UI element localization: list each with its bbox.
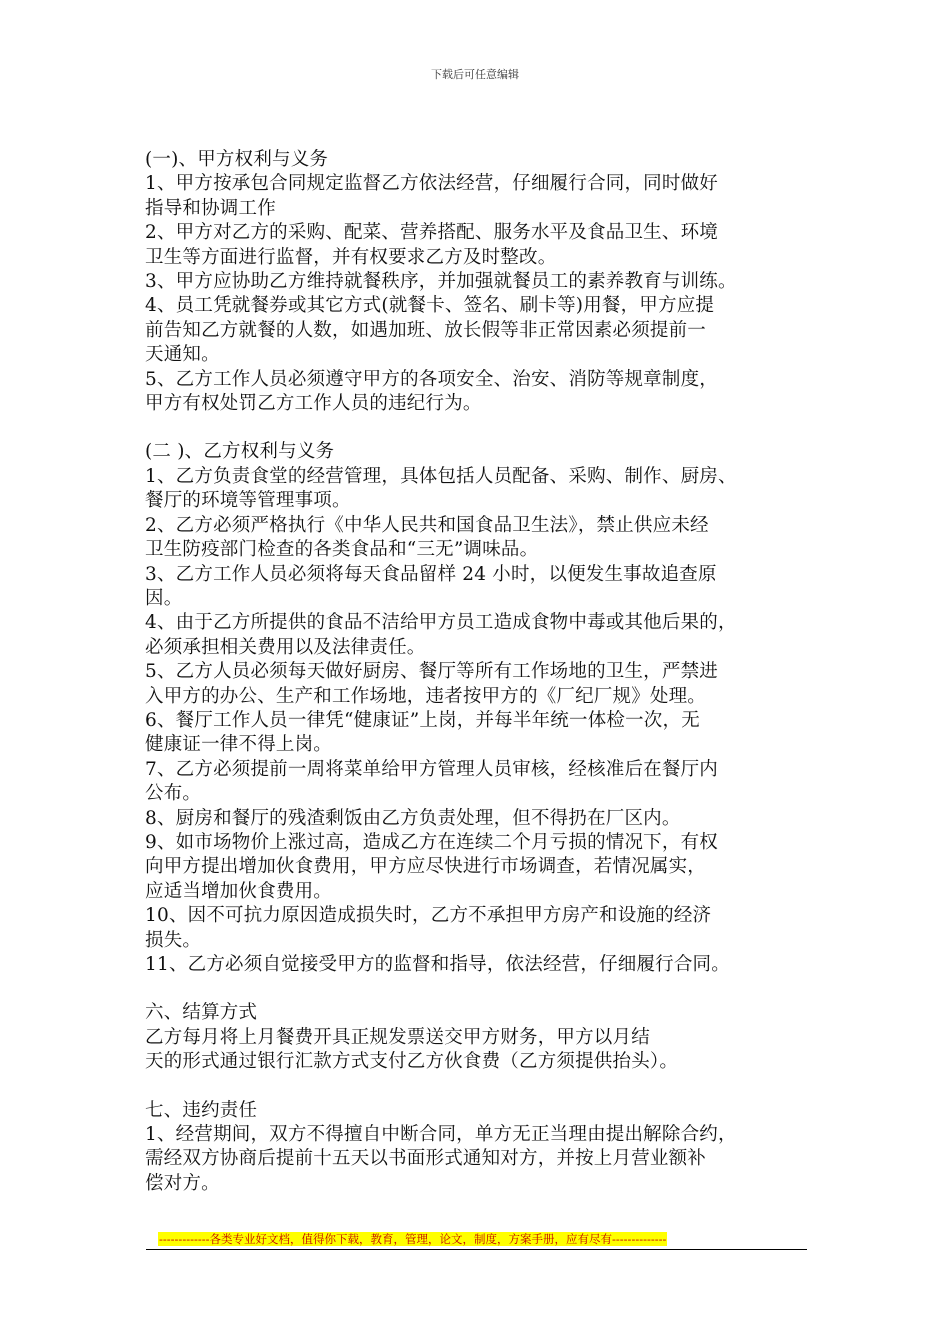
text-line: 1、甲方按承包合同规定监督乙方依法经营，仔细履行合同，同时做好: [145, 173, 718, 195]
section-heading: (一)、甲方权利与义务: [145, 149, 329, 170]
section-liability: [145, 1099, 825, 1197]
text-line: 5、乙方人员必须每天做好厨房、餐厅等所有工作场地的卫生，严禁进: [145, 661, 718, 683]
text-line: 3、甲方应协助乙方维持就餐秩序，并加强就餐员工的素养教育与训练。: [145, 271, 737, 293]
text-line: 健康证一律不得上岗。: [145, 734, 333, 756]
text-line: 指导和协调工作: [145, 197, 276, 219]
text-line: 1、乙方负责食堂的经营管理，具体包括人员配备、采购、制作、厨房、: [145, 465, 737, 487]
text-line: 6、餐厅工作人员一律凭“健康证”上岗，并每半年统一体检一次，无: [145, 709, 700, 731]
text-line: 4、员工凭就餐券或其它方式(就餐卡、签名、刷卡等)用餐，甲方应提: [145, 295, 715, 317]
text-line: 天通知。: [145, 344, 220, 366]
text-line: 入甲方的办公、生产和工作场地，违者按甲方的《厂纪厂规》处理。: [145, 685, 707, 707]
text-line: 2、乙方必须严格执行《中华人民共和国食品卫生法》，禁止供应未经: [145, 514, 709, 536]
text-line: 公布。: [145, 783, 202, 805]
text-line: 11、乙方必须自觉接受甲方的监督和指导，依法经营，仔细履行合同。: [145, 954, 730, 975]
text-line: 因。: [145, 587, 183, 609]
text-line: 2、甲方对乙方的采购、配菜、营养搭配、服务水平及食品卫生、环境: [145, 222, 718, 244]
text-line: 需经双方协商后提前十五天以书面形式通知对方，并按上月营业额补: [145, 1148, 707, 1170]
text-line: 10、因不可抗力原因造成损失时，乙方不承担甲方房产和设施的经济: [145, 905, 712, 927]
text-line: 乙方每月将上月餐费开具正规发票送交甲方财务，甲方以月结: [145, 1026, 650, 1048]
section-heading: (二 )、乙方权利与义务: [145, 441, 335, 463]
text-line: 应适当增加伙食费用。: [145, 880, 333, 902]
header-note: 下载后可任意编辑: [431, 68, 519, 81]
section-party-b-rights: [145, 440, 825, 977]
footer-banner: -------------各类专业好文档，值得你下载，教育，管理，论文，制度，方案手册，应有尽有--------------: [159, 1232, 667, 1246]
section-heading: 七、违约责任: [145, 1099, 258, 1121]
text-line: 前告知乙方就餐的人数，如遇加班、放长假等非正常因素必须提前一: [145, 319, 707, 341]
text-line: 向甲方提出增加伙食费用，甲方应尽快进行市场调查，若情况属实，: [145, 856, 707, 878]
text-line: 卫生等方面进行监督，并有权要求乙方及时整改。: [145, 246, 557, 268]
text-line: 天的形式通过银行汇款方式支付乙方伙食费（乙方须提供抬头）。: [145, 1051, 679, 1073]
text-line: 1、经营期间，双方不得擅自中断合同，单方无正当理由提出解除合约，: [145, 1124, 737, 1146]
page-footer: [146, 1228, 807, 1250]
text-line: 4、由于乙方所提供的食品不洁给甲方员工造成食物中毒或其他后果的，: [145, 612, 737, 634]
document-body: [145, 148, 825, 1220]
section-party-a-rights: [145, 148, 825, 416]
text-line: 偿对方。: [145, 1172, 220, 1194]
text-line: 8、厨房和餐厅的残渣剩饭由乙方负责处理，但不得扔在厂区内。: [145, 807, 681, 829]
text-line: 卫生防疫部门检查的各类食品和“三无”调味品。: [145, 539, 539, 561]
section-settlement: [145, 1001, 825, 1074]
text-line: 必须承担相关费用以及法律责任。: [145, 636, 426, 658]
text-line: 9、如市场物价上涨过高，造成乙方在连续二个月亏损的情况下，有权: [145, 831, 718, 853]
text-line: 5、乙方工作人员必须遵守甲方的各项安全、治安、消防等规章制度，: [145, 368, 718, 390]
text-line: 3、乙方工作人员必须将每天食品留样 24 小时，以便发生事故追查原: [145, 563, 717, 585]
text-line: 损失。: [145, 929, 202, 951]
text-line: 餐厅的环境等管理事项。: [145, 490, 351, 512]
footer-divider: [146, 1249, 807, 1250]
text-line: 甲方有权处罚乙方工作人员的违纪行为。: [145, 393, 482, 415]
text-line: 7、乙方必须提前一周将菜单给甲方管理人员审核，经核准后在餐厅内: [145, 758, 718, 780]
section-heading: 六、结算方式: [145, 1002, 258, 1024]
